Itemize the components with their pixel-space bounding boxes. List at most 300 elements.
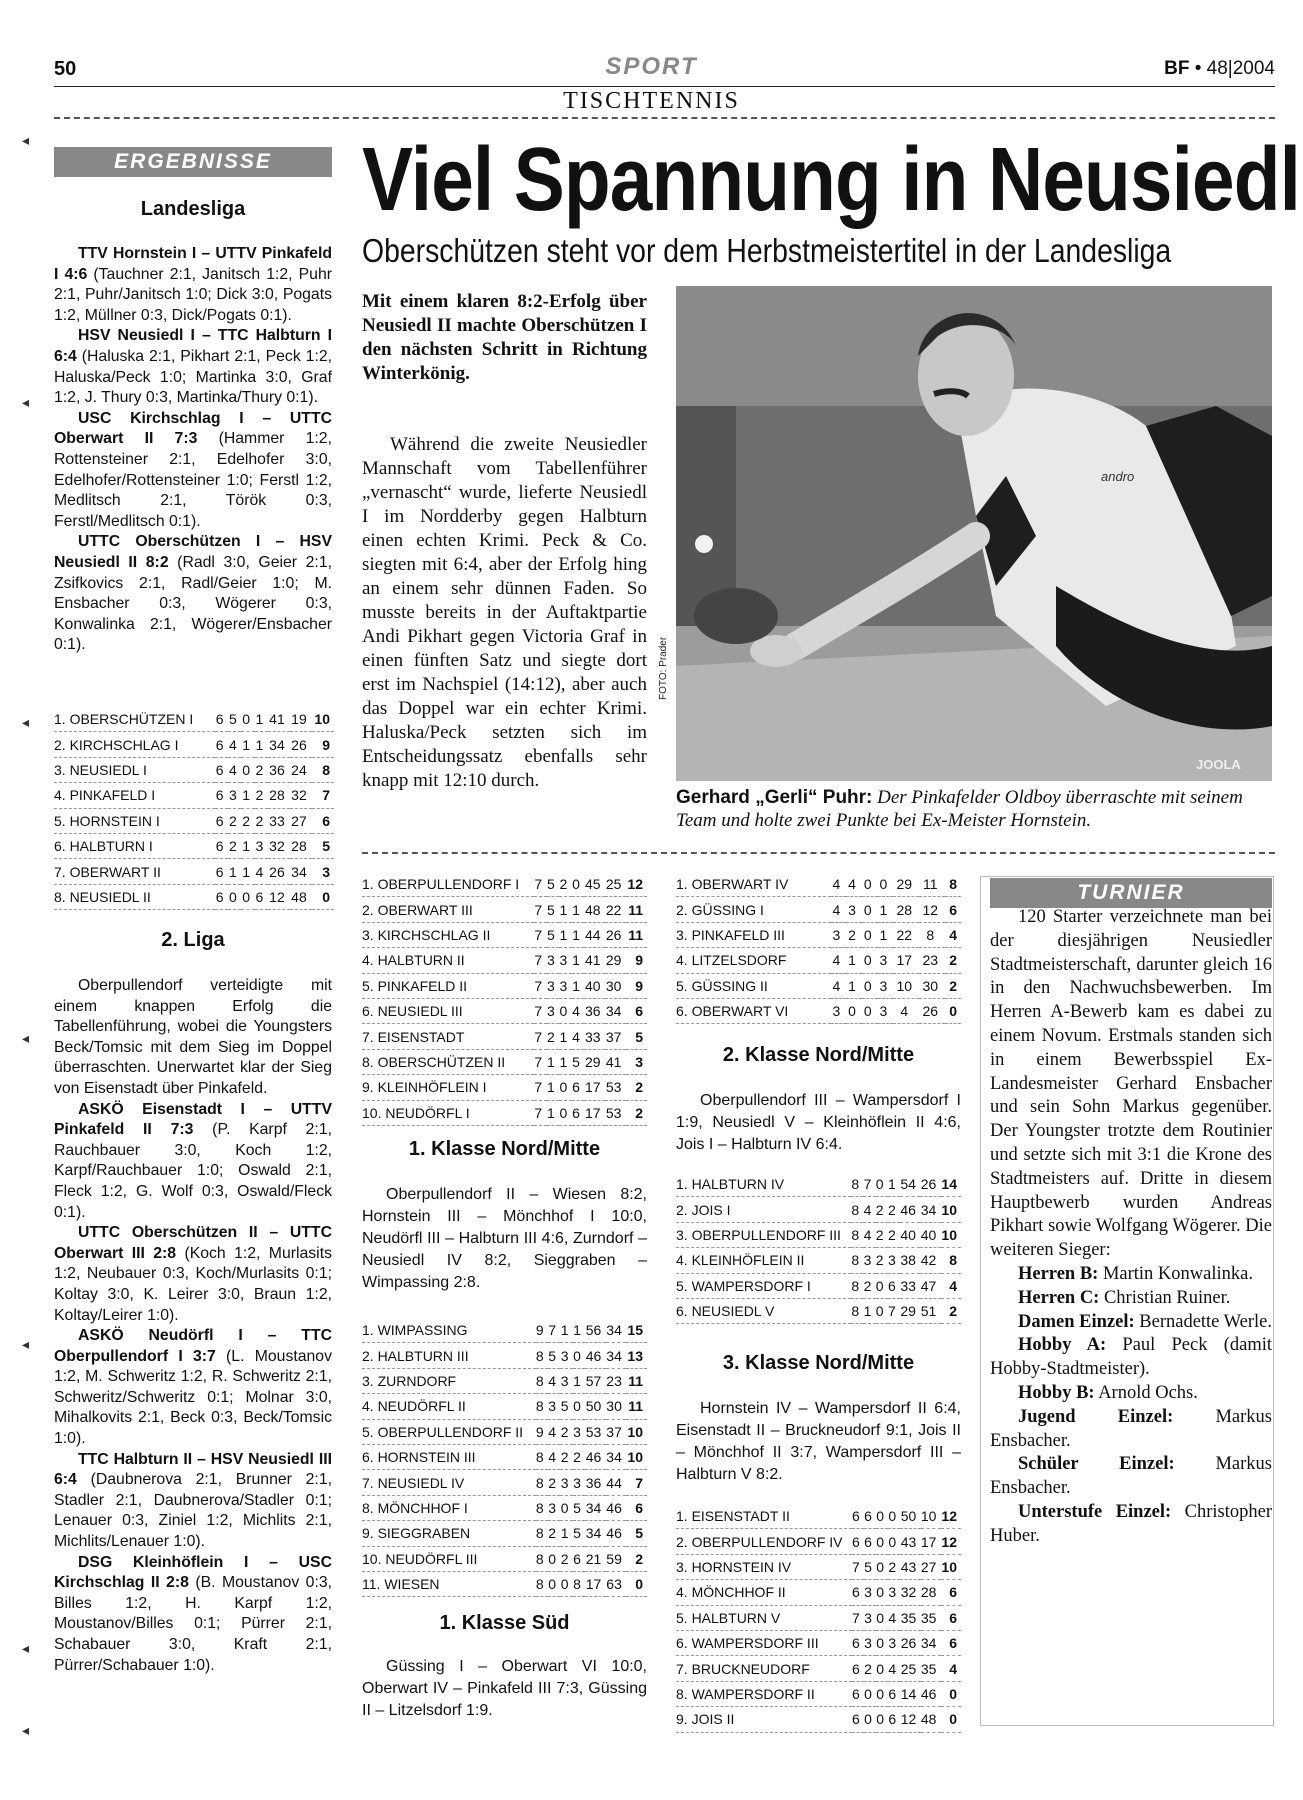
stat-cell: 1 <box>846 973 862 998</box>
stat-cell: 1 <box>547 1049 560 1074</box>
stat-cell: 0 <box>548 1571 560 1596</box>
table-row <box>676 872 961 897</box>
table-row <box>676 1580 961 1605</box>
stat-cell: 0 <box>876 1630 888 1655</box>
team-name: 7. OBERWART II <box>54 859 215 884</box>
stat-cell: 29 <box>584 1049 605 1074</box>
turnier-intro: 120 Starter verzeichnete man bei der diesjährigen Neusiedler Stadtmeisterschaft, darunter gleich 16 in den Nachwuchsbewerben. Im Herren A-Bewerb kam es dabei zu einem Novum. Erstmals standen sich in einem Bewerbsspiel Ex-Landesmeister Gerhard Ensbacher und sein Sohn Markus gegenüber. Der Youngster trotzte dem Routinier und setzte sich mit 3:1 die Krone des Stadtmeisters auf. Dritte in diesem Hauptbewerb wurden Andreas Pikhart sowie Wolfgang Wögerer. Die weiteren Sieger: <box>990 907 1272 1261</box>
team-name: 10. NEUDÖRFL III <box>362 1546 536 1571</box>
stat-cell: 8 <box>536 1343 548 1368</box>
stat-cell: 1 <box>878 897 894 922</box>
stat-cell: 2 <box>876 1248 888 1273</box>
stat-cell: 2 <box>846 922 862 947</box>
stat-cell: 53 <box>605 1100 626 1125</box>
points: 12 <box>941 1529 961 1554</box>
issue-info <box>1164 58 1275 80</box>
turnier-winner <box>990 1263 1272 1287</box>
stat-cell: 6 <box>215 707 228 732</box>
stat-cell: 7 <box>534 1100 547 1125</box>
klasse1-nm-standings <box>362 1318 647 1597</box>
stat-cell: 2 <box>863 1273 875 1298</box>
points: 10 <box>941 1554 961 1579</box>
table-row <box>676 1222 961 1247</box>
team-name: 4. KLEINHÖFLEIN II <box>676 1248 851 1273</box>
stat-cell: 6 <box>215 833 228 858</box>
liga2-report <box>54 1553 332 1677</box>
table-row <box>676 1298 961 1323</box>
stat-cell: 4 <box>846 872 862 897</box>
stat-cell: 3 <box>548 1495 560 1520</box>
stat-cell: 0 <box>560 1495 572 1520</box>
results-tag: ERGEBNISSE <box>54 147 332 177</box>
stat-cell: 3 <box>560 1343 572 1368</box>
winner-name: Markus Ensbacher. <box>990 1406 1272 1451</box>
stat-cell: 26 <box>900 1630 920 1655</box>
stat-cell: 57 <box>585 1368 606 1393</box>
stat-cell: 25 <box>900 1656 920 1681</box>
stat-cell: 12 <box>900 1707 920 1732</box>
stat-cell: 0 <box>241 884 254 909</box>
stat-cell: 0 <box>878 872 894 897</box>
stat-cell: 0 <box>862 973 878 998</box>
turnier-text <box>990 906 1272 1549</box>
stat-cell: 29 <box>893 872 919 897</box>
team-name: 2. KIRCHSCHLAG I <box>54 732 215 757</box>
liga2-report-match: ASKÖ Eisenstadt I – UTTV Pinkafeld II 7:3 <box>54 1100 332 1139</box>
stat-cell: 53 <box>605 1075 626 1100</box>
stat-cell: 1 <box>560 1521 572 1546</box>
stat-cell: 0 <box>876 1172 888 1197</box>
winner-name: Paul Peck (damit Hobby-Stadtmeister). <box>990 1335 1272 1380</box>
stat-cell: 48 <box>290 884 312 909</box>
stat-cell: 43 <box>900 1554 920 1579</box>
stat-cell: 2 <box>547 1024 560 1049</box>
table-brand-text: JOOLA <box>1196 757 1241 772</box>
header-rule <box>54 86 1275 87</box>
stat-cell: 38 <box>900 1248 920 1273</box>
stat-cell: 33 <box>584 1024 605 1049</box>
stat-cell: 23 <box>919 948 945 973</box>
team-name: 8. NEUSIEDL II <box>54 884 215 909</box>
stat-cell: 4 <box>228 757 241 782</box>
stat-cell: 1 <box>846 948 862 973</box>
table-row <box>676 1273 961 1298</box>
stat-cell: 2 <box>255 757 268 782</box>
stat-cell: 47 <box>920 1273 940 1298</box>
points: 4 <box>941 1273 961 1298</box>
stat-cell: 3 <box>573 1470 585 1495</box>
stat-cell: 28 <box>290 833 312 858</box>
stat-cell: 3 <box>255 833 268 858</box>
stat-cell: 8 <box>573 1571 585 1596</box>
points: 6 <box>626 998 647 1023</box>
stat-cell: 2 <box>560 1546 572 1571</box>
stat-cell: 0 <box>888 1529 900 1554</box>
stat-cell: 1 <box>255 707 268 732</box>
stat-cell: 5 <box>573 1521 585 1546</box>
stat-cell: 17 <box>893 948 919 973</box>
table-row <box>362 897 647 922</box>
stat-cell: 43 <box>900 1529 920 1554</box>
stat-cell: 2 <box>559 872 572 897</box>
stat-cell: 5 <box>547 897 560 922</box>
liga2-report-match: UTTC Oberschützen II – UTTC Oberwart III 2:8 <box>54 1224 332 1262</box>
stat-cell: 8 <box>851 1298 863 1323</box>
team-name: 5. HALBTURN V <box>676 1605 852 1630</box>
team-name: 9. SIEGGRABEN <box>362 1521 536 1546</box>
stat-cell: 3 <box>846 897 862 922</box>
stat-cell: 30 <box>919 973 945 998</box>
stat-cell: 0 <box>846 998 862 1023</box>
stat-cell: 63 <box>606 1571 627 1596</box>
stat-cell: 0 <box>862 948 878 973</box>
stat-cell: 0 <box>573 1394 585 1419</box>
team-name: 4. NEUDÖRFL II <box>362 1394 536 1419</box>
winner-category: Hobby A: <box>1018 1335 1107 1356</box>
stat-cell: 0 <box>559 1075 572 1100</box>
klasse2-nm-text: Oberpullendorf III – Wampersdorf I 1:9, Neusiedl V – Kleinhöflein II 4:6, Jois I – Halbturn IV 6:4. <box>676 1092 961 1153</box>
winner-category: Jugend Einzel: <box>1018 1406 1174 1427</box>
points: 9 <box>626 948 647 973</box>
stat-cell: 3 <box>560 1470 572 1495</box>
liga2-reports <box>54 976 332 1676</box>
section-label: SPORT <box>605 53 698 80</box>
liga2-report-details: (Daubnerova 2:1, Brunner 2:1, Stadler 2:1, Daubnerova/Stadler 0:1; Lenauer 0:3, Ziniel 1:2, Michlits 2:1, Michlits/Lenauer 1:0). <box>54 1471 332 1551</box>
stat-cell: 3 <box>888 1580 900 1605</box>
klasse1-nm-text: Oberpullendorf II – Wiesen 8:2, Hornstein III – Mönchhof I 10:0, Neudörfl III – Halbturn III 4:6, Zurndorf – Neusiedl IV 8:2, Sieggraben – Wimpassing 2:8. <box>362 1186 647 1291</box>
landesliga-title: Landesliga <box>140 198 246 220</box>
team-name: 11. WIESEN <box>362 1571 536 1596</box>
team-name: 3. NEUSIEDL I <box>54 757 215 782</box>
stat-cell: 0 <box>862 897 878 922</box>
stat-cell: 40 <box>900 1222 920 1247</box>
table-row <box>676 948 961 973</box>
stat-cell: 1 <box>888 1172 900 1197</box>
winner-category: Hobby B: <box>1018 1382 1095 1403</box>
team-name: 6. HALBTURN I <box>54 833 215 858</box>
klasse2-nm-standings <box>676 1172 961 1324</box>
stat-cell: 33 <box>268 808 290 833</box>
table-row <box>54 707 334 732</box>
stat-cell: 25 <box>605 872 626 897</box>
stat-cell: 44 <box>606 1470 627 1495</box>
stat-cell: 6 <box>852 1707 864 1732</box>
stat-cell: 46 <box>900 1197 920 1222</box>
stat-cell: 2 <box>241 808 254 833</box>
sued-standings <box>676 872 961 1024</box>
points: 11 <box>626 922 647 947</box>
stat-cell: 1 <box>241 783 254 808</box>
table-row <box>362 1024 647 1049</box>
stat-cell: 1 <box>559 1049 572 1074</box>
caption-name: Gerhard „Gerli“ Puhr: <box>676 787 873 808</box>
stat-cell: 5 <box>548 1343 560 1368</box>
liga2-report-details: (L. Moustanov 1:2, M. Schweritz 1:2, R. Schweritz 2:1, Schweritz/Schweritz 0:1; Molnar 3:0, Mihalkovits 2:1, Beck 0:3, Beck/Tomsic 1:0). <box>54 1347 332 1448</box>
winner-category: Schüler Einzel: <box>1018 1454 1175 1475</box>
stat-cell: 8 <box>851 1222 863 1247</box>
landesliga-report-match: HSV Neusiedl I – TTC Halbturn I 6:4 <box>54 327 332 365</box>
subheadline: Oberschützen steht vor dem Herbstmeistertitel in der Landesliga <box>362 232 1172 269</box>
team-name: 9. KLEINHÖFLEIN I <box>362 1075 534 1100</box>
turnier-winner <box>990 1382 1272 1406</box>
stat-cell: 34 <box>268 732 290 757</box>
stat-cell: 32 <box>900 1580 920 1605</box>
points: 6 <box>941 1605 961 1630</box>
stat-cell: 6 <box>852 1630 864 1655</box>
stat-cell: 14 <box>900 1681 920 1706</box>
stat-cell: 46 <box>606 1521 627 1546</box>
team-name: 4. PINKAFELD I <box>54 783 215 808</box>
stat-cell: 35 <box>900 1605 920 1630</box>
points: 6 <box>941 1630 961 1655</box>
stat-cell: 2 <box>573 1444 585 1469</box>
margin-bullet: ◂ <box>22 1640 30 1656</box>
table-row <box>676 1630 961 1655</box>
points: 2 <box>626 1100 647 1125</box>
stat-cell: 8 <box>536 1521 548 1546</box>
team-name: 3. KIRCHSCHLAG II <box>362 922 534 947</box>
stat-cell: 3 <box>547 998 560 1023</box>
stat-cell: 1 <box>228 859 241 884</box>
stat-cell: 29 <box>605 948 626 973</box>
stat-cell: 6 <box>852 1681 864 1706</box>
stat-cell: 6 <box>215 884 228 909</box>
stat-cell: 27 <box>290 808 312 833</box>
table-row <box>54 732 334 757</box>
landesliga-report <box>54 409 332 533</box>
stat-cell: 9 <box>536 1419 548 1444</box>
table-row <box>676 1529 961 1554</box>
stat-cell: 0 <box>573 1343 585 1368</box>
header-dashed-divider <box>54 117 1275 119</box>
stat-cell: 59 <box>606 1546 627 1571</box>
landesliga-report-match: TTV Hornstein I – UTTV Pinkafeld I 4:6 <box>54 245 332 283</box>
table-row <box>362 1100 647 1125</box>
stat-cell: 3 <box>864 1605 876 1630</box>
team-name: 2. JOIS I <box>676 1197 851 1222</box>
stat-cell: 17 <box>921 1529 941 1554</box>
team-name: 8. MÖNCHHOF I <box>362 1495 536 1520</box>
stat-cell: 7 <box>534 948 547 973</box>
stat-cell: 3 <box>559 948 572 973</box>
stat-cell: 1 <box>241 833 254 858</box>
table-row <box>676 897 961 922</box>
stat-cell: 2 <box>255 808 268 833</box>
stat-cell: 1 <box>241 859 254 884</box>
points: 10 <box>941 1222 961 1247</box>
stat-cell: 4 <box>228 732 241 757</box>
stat-cell: 0 <box>876 1681 888 1706</box>
points: 0 <box>945 998 961 1023</box>
table-row <box>54 808 334 833</box>
team-name: 5. GÜSSING II <box>676 973 831 998</box>
stat-cell: 1 <box>255 732 268 757</box>
points: 5 <box>626 1521 647 1546</box>
table-row <box>362 872 647 897</box>
stat-cell: 17 <box>585 1571 606 1596</box>
stat-cell: 24 <box>290 757 312 782</box>
table-row <box>676 1504 961 1529</box>
stat-cell: 5 <box>547 872 560 897</box>
team-name: 4. HALBTURN II <box>362 948 534 973</box>
points: 15 <box>626 1318 647 1343</box>
stat-cell: 0 <box>876 1554 888 1579</box>
liga2-intro: Oberpullendorf verteidigte mit einem knappen Erfolg die Tabellenführung, wobei die Youngsters Beck/Tomsic mit dem Sieg im Doppel überraschten. Unerwartet klar der Sieg von Eisenstadt über Pinkafeld. <box>54 977 332 1097</box>
stat-cell: 37 <box>605 1024 626 1049</box>
klasse1-sued-text: Güssing I – Oberwart VI 10:0, Oberwart IV – Pinkafeld III 7:3, Güssing II – Litzelsdorf 1:9. <box>362 1658 647 1719</box>
stat-cell: 2 <box>888 1197 900 1222</box>
table-row <box>676 1172 961 1197</box>
points: 9 <box>312 732 334 757</box>
landesliga-report <box>54 326 332 408</box>
points: 11 <box>626 1394 647 1419</box>
article-dashed-divider <box>362 852 1275 854</box>
stat-cell: 0 <box>241 757 254 782</box>
stat-cell: 8 <box>919 922 945 947</box>
stat-cell: 26 <box>920 1172 940 1197</box>
stat-cell: 34 <box>606 1318 627 1343</box>
stat-cell: 0 <box>548 1546 560 1571</box>
stat-cell: 1 <box>878 922 894 947</box>
stat-cell: 6 <box>572 1100 585 1125</box>
points: 6 <box>626 1495 647 1520</box>
points: 8 <box>941 1248 961 1273</box>
points: 2 <box>941 1298 961 1323</box>
stat-cell: 3 <box>228 783 241 808</box>
photo-credit: FOTO: Prader <box>658 636 669 700</box>
landesliga-report <box>54 532 332 656</box>
stat-cell: 3 <box>878 948 894 973</box>
team-name: 3. PINKAFELD III <box>676 922 831 947</box>
stat-cell: 12 <box>268 884 290 909</box>
table-row <box>362 1495 647 1520</box>
stat-cell: 1 <box>559 897 572 922</box>
stat-cell: 0 <box>876 1707 888 1732</box>
landesliga-report-details: (Hammer 1:2, Rottensteiner 2:1, Edelhofer 3:0, Edelhofer/Rottensteiner 1:0; Ferstl 1:2, Medlitsch 2:1, Török 0:3, Ferstl/Medlitsch 0:1). <box>54 430 332 530</box>
stat-cell: 41 <box>605 1049 626 1074</box>
points: 11 <box>626 1368 647 1393</box>
stat-cell: 0 <box>864 1681 876 1706</box>
stat-cell: 8 <box>851 1248 863 1273</box>
margin-bullet: ◂ <box>22 714 30 730</box>
stat-cell: 6 <box>215 859 228 884</box>
points: 8 <box>945 872 961 897</box>
points: 0 <box>941 1707 961 1732</box>
team-name: 4. MÖNCHHOF II <box>676 1580 852 1605</box>
stat-cell: 4 <box>893 998 919 1023</box>
table-row <box>676 973 961 998</box>
stat-cell: 7 <box>548 1318 560 1343</box>
team-name: 5. WAMPERSDORF I <box>676 1273 851 1298</box>
stat-cell: 3 <box>878 998 894 1023</box>
landesliga-report-details: (Haluska 2:1, Pikhart 2:1, Peck 1:2, Haluska/Peck 1:0; Martinka 3:0, Graf 1:2, J. Thury 0:3, Martinka/Thury 0:1). <box>54 347 332 407</box>
stat-cell: 40 <box>920 1222 940 1247</box>
team-name: 4. LITZELSDORF <box>676 948 831 973</box>
stat-cell: 7 <box>534 922 547 947</box>
stat-cell: 6 <box>864 1504 876 1529</box>
stat-cell: 8 <box>536 1546 548 1571</box>
turnier-winner <box>990 1453 1272 1501</box>
liga2-standings <box>362 872 647 1126</box>
stat-cell: 3 <box>888 1630 900 1655</box>
publication-name: BF <box>1164 58 1190 79</box>
stat-cell: 0 <box>560 1571 572 1596</box>
points: 3 <box>626 1049 647 1074</box>
stat-cell: 6 <box>215 757 228 782</box>
shirt-brand-text: andro <box>1101 469 1135 484</box>
stat-cell: 8 <box>536 1495 548 1520</box>
winner-category: Unterstufe Einzel: <box>1018 1501 1172 1522</box>
winner-category: Damen Einzel: <box>1018 1311 1135 1332</box>
stat-cell: 27 <box>921 1554 941 1579</box>
stat-cell: 10 <box>921 1504 941 1529</box>
subsection-label: TISCHTENNIS <box>563 88 740 114</box>
stat-cell: 36 <box>584 998 605 1023</box>
turnier-winner <box>990 1406 1272 1454</box>
stat-cell: 5 <box>228 707 241 732</box>
points: 11 <box>626 897 647 922</box>
table-row <box>362 1368 647 1393</box>
stat-cell: 6 <box>573 1546 585 1571</box>
stat-cell: 6 <box>215 732 228 757</box>
points: 4 <box>941 1656 961 1681</box>
stat-cell: 2 <box>876 1197 888 1222</box>
points: 10 <box>312 707 334 732</box>
stat-cell: 21 <box>585 1546 606 1571</box>
stat-cell: 23 <box>606 1368 627 1393</box>
points: 10 <box>941 1197 961 1222</box>
turnier-winner <box>990 1334 1272 1382</box>
team-name: 2. HALBTURN III <box>362 1343 536 1368</box>
stat-cell: 0 <box>241 707 254 732</box>
team-name: 3. HORNSTEIN IV <box>676 1554 852 1579</box>
points: 5 <box>626 1024 647 1049</box>
stat-cell: 0 <box>862 922 878 947</box>
klasse1-nm-results <box>362 1184 647 1294</box>
table-row <box>676 1197 961 1222</box>
team-name: 2. GÜSSING I <box>676 897 831 922</box>
points: 12 <box>941 1504 961 1529</box>
klasse3-nm-title: 3. Klasse Nord/Mitte <box>722 1352 915 1374</box>
stat-cell: 7 <box>534 1049 547 1074</box>
stat-cell: 3 <box>573 1419 585 1444</box>
table-row <box>676 998 961 1023</box>
stat-cell: 1 <box>241 732 254 757</box>
stat-cell: 3 <box>864 1580 876 1605</box>
points: 2 <box>626 1546 647 1571</box>
table-row <box>362 1470 647 1495</box>
headline: Viel Spannung in Neusiedl <box>362 130 1300 230</box>
stat-cell: 6 <box>888 1273 900 1298</box>
table-row <box>676 1554 961 1579</box>
player-photo-illustration <box>676 286 1272 781</box>
team-name: 2. OBERPULLENDORF IV <box>676 1529 852 1554</box>
stat-cell: 0 <box>876 1580 888 1605</box>
stat-cell: 8 <box>536 1444 548 1469</box>
stat-cell: 1 <box>572 973 585 998</box>
stat-cell: 41 <box>268 707 290 732</box>
stat-cell: 4 <box>831 872 847 897</box>
liga2-report-match: TTC Halbturn II – HSV Neusiedl III 6:4 <box>54 1450 332 1489</box>
winner-name: Martin Konwalinka. <box>1098 1263 1253 1284</box>
team-name: 6. NEUSIEDL III <box>362 998 534 1023</box>
team-name: 5. HORNSTEIN I <box>54 808 215 833</box>
stat-cell: 3 <box>878 973 894 998</box>
stat-cell: 34 <box>585 1495 606 1520</box>
stat-cell: 46 <box>585 1444 606 1469</box>
stat-cell: 28 <box>921 1580 941 1605</box>
landesliga-report-match: UTTC Oberschützen I – HSV Neusiedl II 8:2 <box>54 533 332 571</box>
